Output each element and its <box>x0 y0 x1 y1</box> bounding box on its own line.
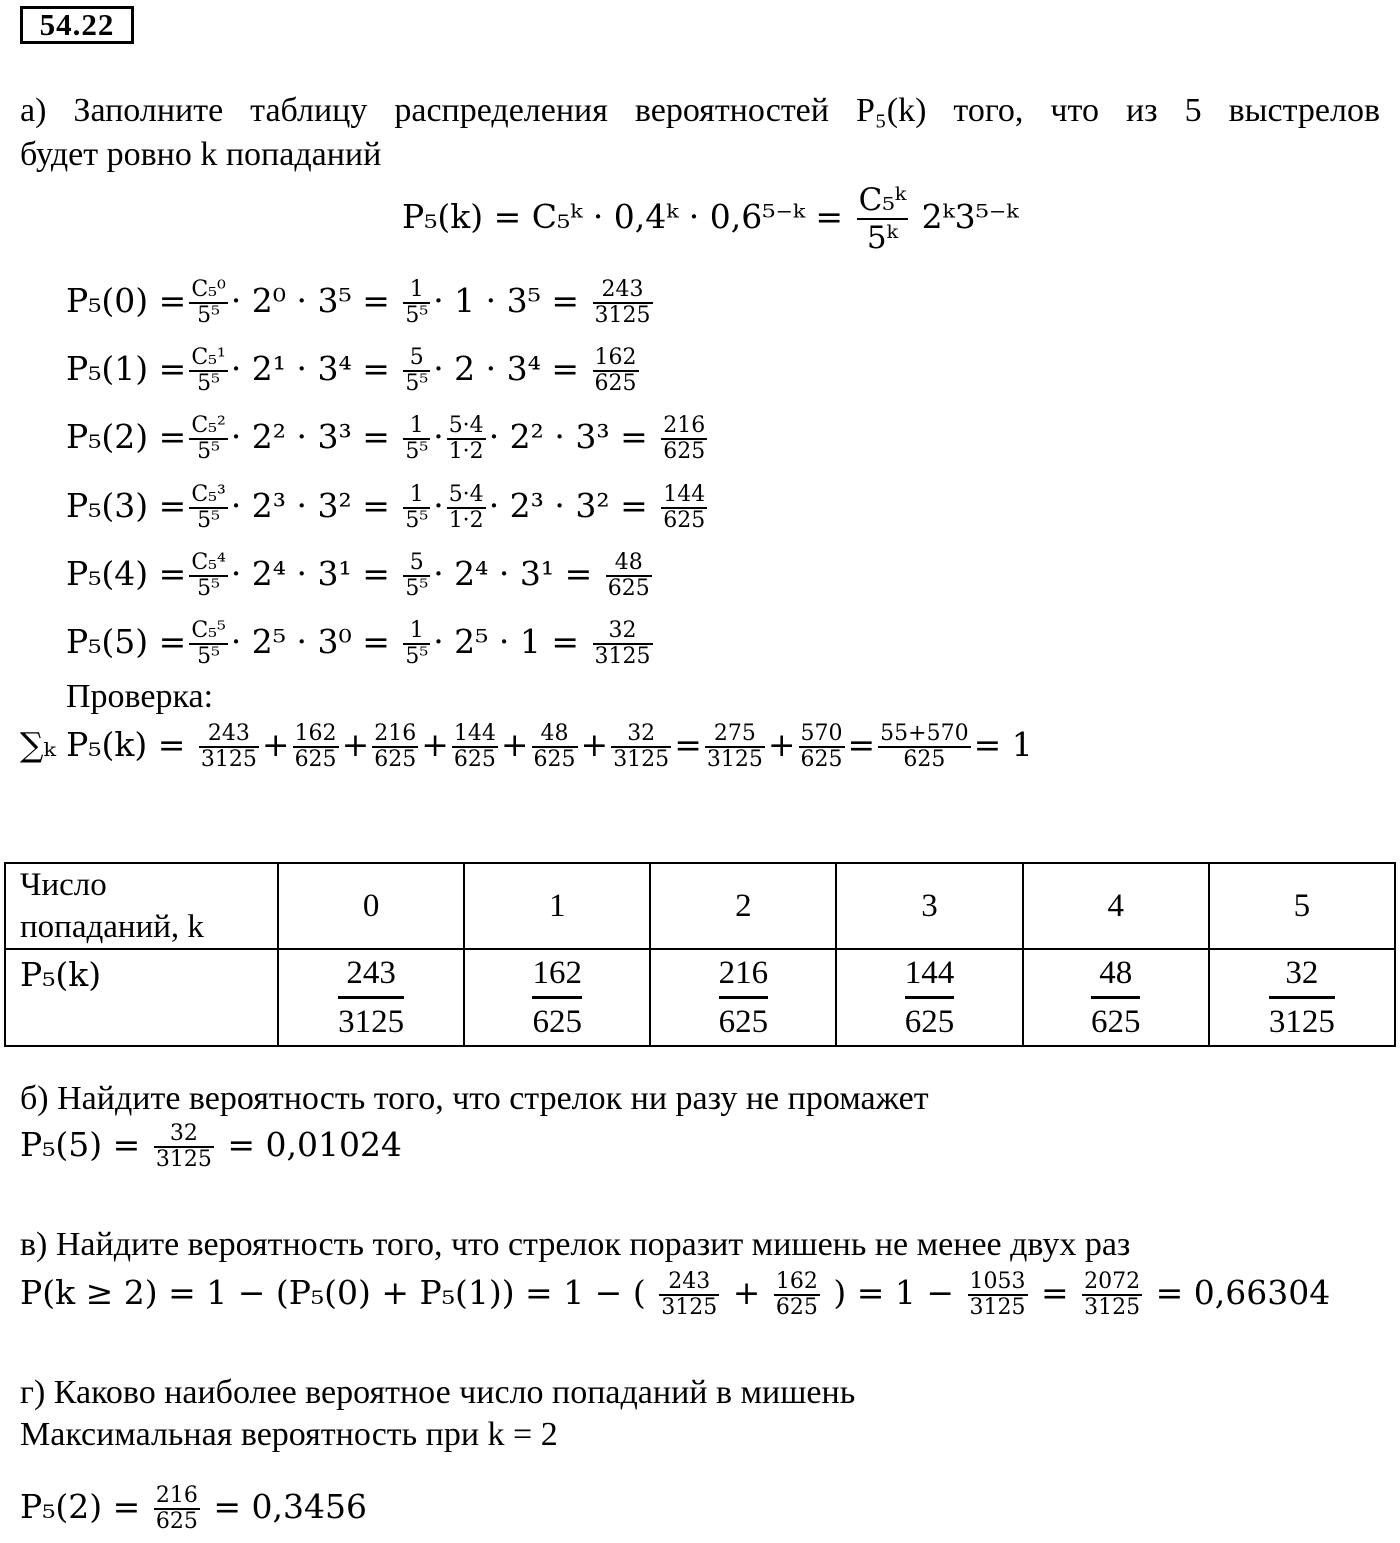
check-operator: = 1 <box>973 725 1033 764</box>
calc-result-fraction <box>593 278 653 328</box>
calc-fraction <box>403 278 430 328</box>
probability-cell <box>1023 949 1209 1046</box>
fraction-numerator: 5·4 <box>448 413 484 438</box>
part-b-lhs: P₅(5) = <box>20 1125 141 1164</box>
calc-fraction <box>403 414 430 464</box>
check-label: Проверка: <box>66 678 214 715</box>
calculation-row <box>66 278 656 328</box>
calc-fraction <box>189 619 227 669</box>
fraction-denominator: 5⁵ <box>405 371 429 396</box>
table-header-label <box>5 863 278 949</box>
calc-fraction <box>189 414 227 464</box>
fraction-numerator: 5 <box>409 345 424 370</box>
fraction-denominator: 3125 <box>1084 1295 1141 1320</box>
check-fraction <box>799 722 845 772</box>
check-fraction <box>705 722 765 772</box>
calc-mid: · 2⁵ · 3⁰ = <box>230 622 390 661</box>
fraction-numerator: 32 <box>169 1121 198 1146</box>
dot-operator: · <box>433 486 444 525</box>
calc-rest: · 2³ · 3² = <box>488 486 648 525</box>
part-g-text2: Максимальная вероятность при k = 2 <box>20 1416 558 1453</box>
general-formula <box>402 182 1018 256</box>
fraction-denominator: 625 <box>663 508 706 533</box>
fraction-numerator: 162 <box>775 1269 818 1294</box>
fraction-numerator: 5 <box>409 550 424 575</box>
fraction-numerator: 1 <box>409 482 424 507</box>
part-v-fraction-3 <box>968 1270 1028 1320</box>
fraction-numerator: 243 <box>601 277 644 302</box>
fraction-numerator: C₅⁴ <box>191 550 226 575</box>
fraction-denominator: 625 <box>155 1509 198 1534</box>
probability-cell <box>836 949 1022 1046</box>
calc-rest: · 1 · 3⁵ = <box>433 281 579 320</box>
calc-fraction <box>189 346 227 396</box>
probability-cell <box>650 949 836 1046</box>
check-fraction <box>372 722 418 772</box>
calc-result-fraction <box>661 414 707 464</box>
fraction-denominator: 5⁵ <box>189 438 227 464</box>
check-operator: + <box>580 725 609 764</box>
fraction-numerator: 32 <box>608 618 637 643</box>
fraction-numerator: 32 <box>627 721 656 746</box>
table-row-probability <box>5 949 1395 1046</box>
calc-mid: · 2³ · 3² = <box>230 486 390 525</box>
part-v-fraction-2 <box>774 1270 820 1320</box>
fraction-denominator: 625 <box>594 371 637 396</box>
calc-result-fraction <box>593 619 653 669</box>
header-label-line1: Число <box>20 867 107 903</box>
calc-rest: · 2⁴ · 3¹ = <box>433 554 593 593</box>
fraction-numerator: 570 <box>800 721 843 746</box>
prob-denominator: 625 <box>905 996 955 1045</box>
part-g-lhs: P₅(2) = <box>20 1487 141 1526</box>
dot-operator: · <box>433 417 444 456</box>
fraction-numerator: C₅⁵ <box>191 618 226 643</box>
fraction-denominator: 5⁵ <box>189 507 227 533</box>
fraction-denominator: 1·2 <box>448 508 484 533</box>
fraction-numerator: C₅⁰ <box>191 277 226 302</box>
calc-mid: · 2² · 3³ = <box>230 417 390 456</box>
fraction-numerator: C₅² <box>191 413 226 438</box>
calc-mid: · 2¹ · 3⁴ = <box>230 349 390 388</box>
check-fraction <box>878 722 970 772</box>
fraction-denominator: 3125 <box>613 747 670 772</box>
check-operator: + <box>421 725 449 764</box>
fraction-denominator: 625 <box>800 747 843 772</box>
fraction-denominator: 625 <box>878 746 970 772</box>
fraction-numerator: 243 <box>668 1269 711 1294</box>
fraction-numerator: 243 <box>207 721 250 746</box>
calc-fraction <box>189 483 227 533</box>
check-fraction <box>532 722 578 772</box>
probability-cell <box>464 949 650 1046</box>
k-value-cell: 1 <box>464 863 650 949</box>
check-lhs: ∑ₖ P₅(k) = <box>20 725 186 764</box>
check-equation <box>20 722 1033 772</box>
fraction-denominator: 625 <box>294 747 337 772</box>
fraction-numerator: 216 <box>374 721 417 746</box>
calc-lhs: P₅(3) = <box>66 486 187 525</box>
fraction-numerator: 162 <box>294 721 337 746</box>
fraction-numerator: 5·4 <box>448 482 484 507</box>
fraction-numerator: 48 <box>614 550 643 575</box>
k-value-cell: 4 <box>1023 863 1209 949</box>
fraction-numerator: 275 <box>713 721 756 746</box>
fraction-numerator: 144 <box>453 721 496 746</box>
prob-denominator: 625 <box>1091 996 1141 1045</box>
prob-denominator: 3125 <box>338 996 404 1045</box>
fraction-denominator: 5⁵ <box>405 644 429 669</box>
part-a-text-line1: а) Заполните таблицу распределения вероятностей P₅(k) того, что из 5 выстрелов <box>20 92 1380 129</box>
fraction-numerator: 216 <box>663 413 706 438</box>
part-b-result: = 0,01024 <box>227 1125 402 1164</box>
calc-lhs: P₅(4) = <box>66 554 187 593</box>
check-fraction <box>611 722 671 772</box>
calc-fraction <box>189 551 227 601</box>
equals-sign: = <box>1041 1273 1069 1312</box>
prob-numerator: 216 <box>718 955 769 991</box>
part-g-fraction <box>154 1484 200 1534</box>
calc-fraction <box>447 414 486 464</box>
table-row-k <box>5 863 1395 949</box>
calc-fraction <box>447 483 486 533</box>
prob-numerator: 243 <box>346 955 396 991</box>
calc-lhs: P₅(0) = <box>66 281 187 320</box>
fraction-denominator: 5⁵ <box>189 643 227 669</box>
fraction-numerator: 48 <box>540 721 569 746</box>
fraction-denominator: 3125 <box>594 303 651 328</box>
probability-cell <box>278 949 464 1046</box>
check-fraction <box>293 722 339 772</box>
part-b-text: б) Найдите вероятность того, что стрелок ни разу не промажет <box>20 1080 929 1117</box>
fraction-denominator: 3125 <box>155 1147 212 1172</box>
fraction-denominator: 625 <box>663 439 706 464</box>
fraction-denominator: 5⁵ <box>405 508 429 533</box>
fraction-denominator: 5⁵ <box>405 576 429 601</box>
prob-denominator: 625 <box>719 996 769 1045</box>
check-fraction <box>199 722 259 772</box>
fraction-denominator: 3125 <box>969 1295 1026 1320</box>
problem-number: 54.22 <box>20 6 134 44</box>
calc-lhs: P₅(5) = <box>66 622 187 661</box>
calculation-row <box>66 483 710 533</box>
general-formula-fraction <box>857 182 908 256</box>
part-g-result: = 0,3456 <box>213 1487 367 1526</box>
prob-numerator: 48 <box>1099 955 1133 991</box>
distribution-table <box>4 862 1396 1047</box>
calc-result-fraction <box>661 483 707 533</box>
fraction-denominator: 5ᵏ <box>857 218 908 256</box>
check-operator: = <box>674 725 702 764</box>
fraction-denominator: 625 <box>607 576 650 601</box>
fraction-denominator: 5⁵ <box>189 302 227 328</box>
fraction-denominator: 3125 <box>661 1295 718 1320</box>
k-value-cell: 0 <box>278 863 464 949</box>
calc-fraction <box>403 551 430 601</box>
calc-rest: · 2 · 3⁴ = <box>433 349 579 388</box>
fraction-denominator: 5⁵ <box>189 575 227 601</box>
check-operator: + <box>500 725 529 764</box>
part-a-text-line2: будет ровно k попаданий <box>20 136 382 173</box>
fraction-denominator: 625 <box>775 1295 818 1320</box>
fraction-numerator: 162 <box>594 345 637 370</box>
calc-mid: · 2⁰ · 3⁵ = <box>230 281 390 320</box>
calc-result-fraction <box>606 551 652 601</box>
fraction-denominator: 625 <box>374 747 417 772</box>
k-value-cell: 3 <box>836 863 1022 949</box>
prob-denominator: 625 <box>532 996 582 1045</box>
check-fraction <box>452 722 498 772</box>
calc-rest: · 2² · 3³ = <box>488 417 648 456</box>
part-v-close: ) = 1 − <box>833 1273 954 1312</box>
fraction-denominator: 625 <box>533 747 576 772</box>
plus-sign: + <box>732 1273 761 1312</box>
fraction-numerator: 216 <box>155 1483 198 1508</box>
calc-result-fraction <box>593 346 639 396</box>
fraction-denominator: 5⁵ <box>405 303 429 328</box>
check-operator: + <box>261 725 290 764</box>
k-value-cell: 2 <box>650 863 836 949</box>
calc-lhs: P₅(2) = <box>66 417 187 456</box>
fraction-numerator: C₅ᵏ <box>858 182 907 218</box>
part-v-lhs: P(k ≥ 2) = 1 − (P₅(0) + P₅(1)) = 1 − ( <box>20 1273 646 1312</box>
prob-numerator: 162 <box>532 955 582 991</box>
calc-fraction <box>403 483 430 533</box>
probability-cell <box>1209 949 1395 1046</box>
part-b-fraction <box>154 1122 214 1172</box>
fraction-numerator: 1053 <box>969 1269 1026 1294</box>
fraction-denominator: 3125 <box>594 644 651 669</box>
general-formula-lhs: P₅(k) = C₅ᵏ · 0,4ᵏ · 0,6⁵⁻ᵏ = <box>402 197 844 236</box>
calc-lhs: P₅(1) = <box>66 349 187 388</box>
fraction-denominator: 625 <box>453 747 496 772</box>
calculation-row <box>66 414 710 464</box>
fraction-numerator: 2072 <box>1084 1269 1141 1294</box>
calc-mid: · 2⁴ · 3¹ = <box>230 554 390 593</box>
general-formula-tail: 2ᵏ3⁵⁻ᵏ <box>921 197 1019 236</box>
calc-rest: · 2⁵ · 1 = <box>433 622 579 661</box>
calculation-row <box>66 551 655 601</box>
fraction-numerator: 144 <box>663 482 706 507</box>
k-value-cell: 5 <box>1209 863 1395 949</box>
prob-denominator: 3125 <box>1269 996 1335 1045</box>
calculation-row <box>66 346 642 396</box>
part-g-equation <box>20 1484 367 1534</box>
fraction-numerator: 1 <box>409 277 424 302</box>
part-v-text: в) Найдите вероятность того, что стрелок поразит мишень не менее двух раз <box>20 1226 1131 1263</box>
part-b-equation <box>20 1122 402 1172</box>
check-operator: + <box>341 725 370 764</box>
fraction-denominator: 5⁵ <box>405 439 429 464</box>
fraction-numerator: 1 <box>409 413 424 438</box>
calc-fraction <box>403 346 430 396</box>
check-operator: + <box>767 725 796 764</box>
fraction-numerator: C₅¹ <box>191 345 226 370</box>
calculation-row <box>66 619 656 669</box>
part-v-fraction-4 <box>1082 1270 1142 1320</box>
part-g-text: г) Каково наиболее вероятное число попаданий в мишень <box>20 1374 856 1411</box>
calc-fraction <box>189 278 227 328</box>
fraction-denominator: 3125 <box>706 747 763 772</box>
calc-fraction <box>403 619 430 669</box>
fraction-numerator: C₅³ <box>191 482 226 507</box>
fraction-denominator: 5⁵ <box>189 370 227 396</box>
check-operator: = <box>847 725 876 764</box>
fraction-denominator: 1·2 <box>448 439 484 464</box>
prob-numerator: 144 <box>904 955 955 991</box>
row-label-pk: P₅(k) <box>5 949 278 1046</box>
fraction-numerator: 1 <box>409 618 424 643</box>
prob-numerator: 32 <box>1285 955 1319 991</box>
part-v-result: = 0,66304 <box>1155 1273 1331 1312</box>
fraction-numerator: 55+570 <box>880 721 969 746</box>
part-v-equation <box>20 1270 1330 1320</box>
fraction-denominator: 3125 <box>200 747 257 772</box>
header-label-line2: попаданий, k <box>20 909 204 945</box>
part-v-fraction-1 <box>659 1270 719 1320</box>
